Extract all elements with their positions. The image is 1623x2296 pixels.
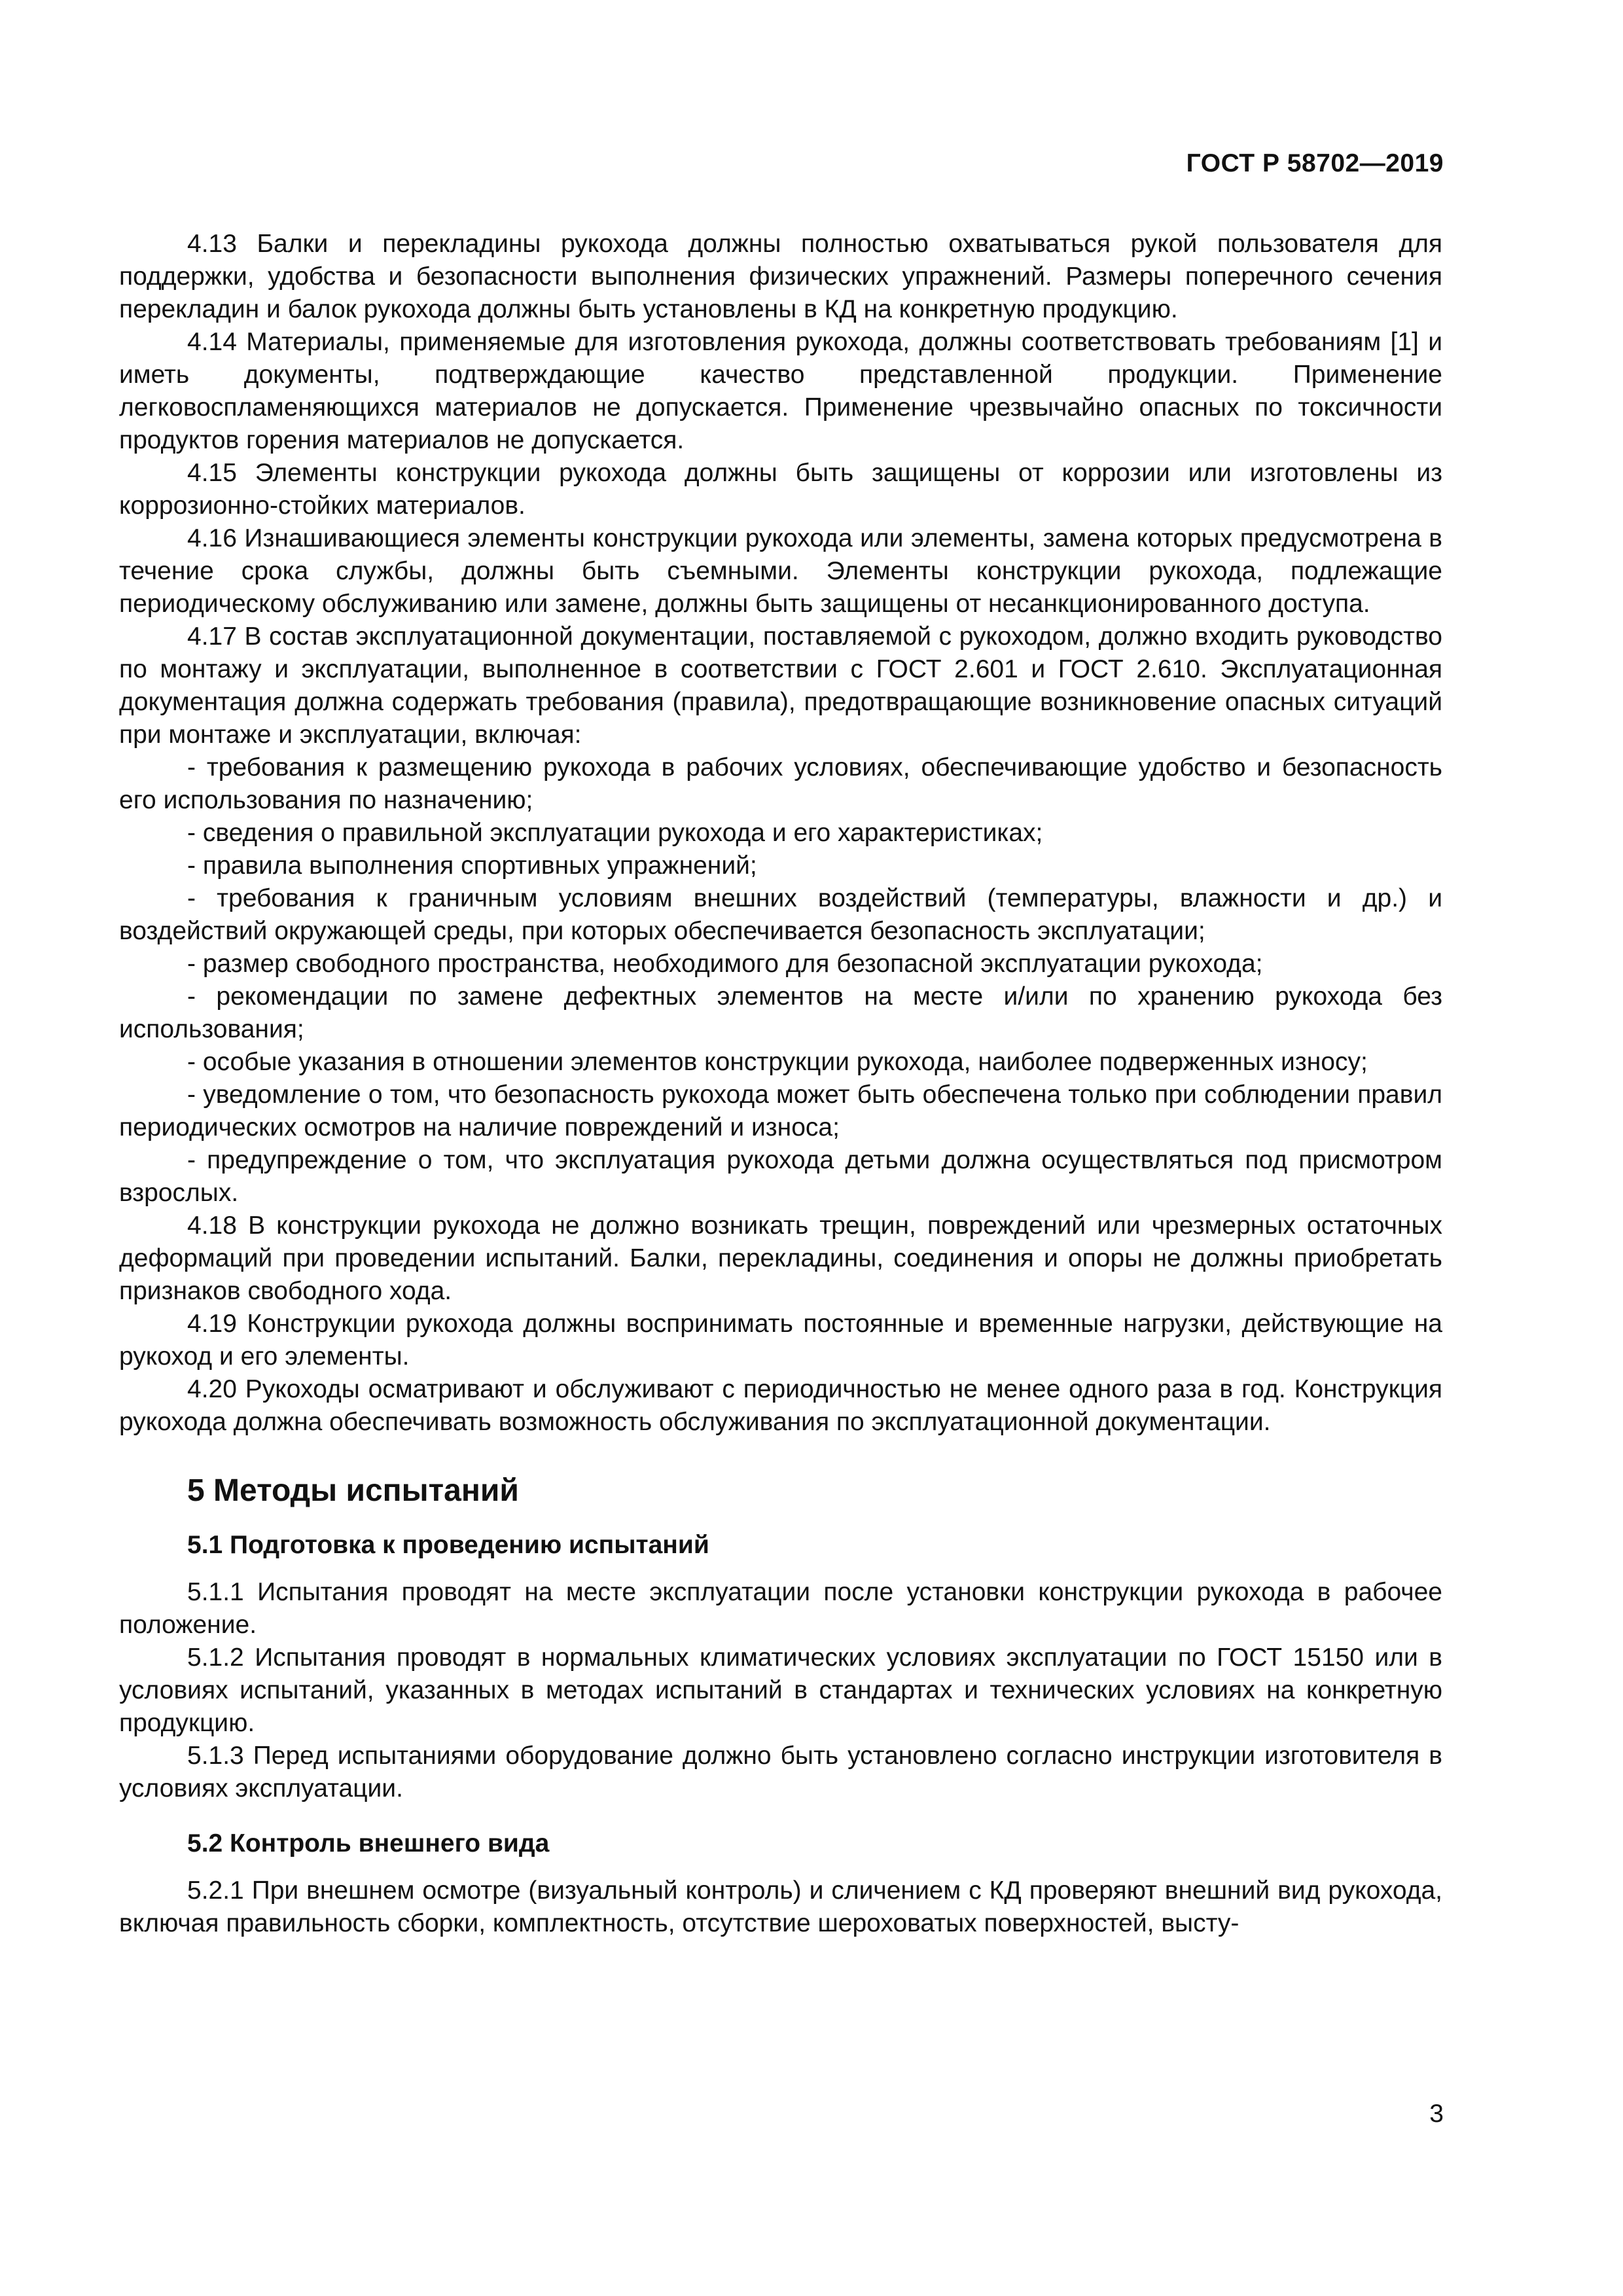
list-item: - особые указания в отношении элементов конструкции рукохода, наиболее подверженных износу; <box>187 1048 1368 1076</box>
clause-4-15: 4.15 Элементы конструкции рукохода должны быть защищены от коррозии или изготовлены из коррозионно-стойких материалов. <box>119 459 1442 520</box>
clause-4-14: 4.14 Материалы, применяемые для изготовления рукохода, должны соответствовать требованиям [1] и иметь документы, подтверждающие качество представленной продукции. Применение легковоспламеняющихся материалов не допускается. Применение чрезвычайно опасных по токсичности продуктов горения материалов не допускается. <box>119 328 1442 454</box>
list-item: - требования к граничным условиям внешних воздействий (температуры, влажности и др.) и воздействий окружающей среды, при которых обеспечивается безопасность эксплуатации; <box>119 884 1442 945</box>
clause-5-1-2: 5.1.2 Испытания проводят в нормальных климатических условиях эксплуатации по ГОСТ 15150 или в условиях испытаний, указанных в методах испытаний в стандартах и технических условиях на конкретную продукцию. <box>119 1643 1442 1737</box>
clause-5-2-1: 5.2.1 При внешнем осмотре (визуальный контроль) и сличением с КД проверяют внешний вид рукохода, включая правильность сборки, комплектность, отсутствие шероховатых поверхностей, высту- <box>119 1876 1442 1937</box>
subsection-heading-5-2: 5.2 Контроль внешнего вида <box>187 1829 550 1857</box>
list-item: - правила выполнения спортивных упражнений; <box>187 852 757 880</box>
clause-4-20: 4.20 Рукоходы осматривают и обслуживают с периодичностью не менее одного раза в год. Конструкция рукохода должна обеспечивать возможность обслуживания по эксплуатационной документации. <box>119 1375 1442 1436</box>
clause-4-19: 4.19 Конструкции рукохода должны воспринимать постоянные и временные нагрузки, действующие на рукоход и его элементы. <box>119 1310 1442 1371</box>
list-item: - предупреждение о том, что эксплуатация рукохода детьми должна осуществляться под присмотром взрослых. <box>119 1146 1442 1207</box>
list-item: - размер свободного пространства, необходимого для безопасной эксплуатации рукохода; <box>187 950 1263 978</box>
clause-4-17: 4.17 В состав эксплуатационной документации, поставляемой с рукоходом, должно входить руководство по монтажу и эксплуатации, выполненное в соответствии с ГОСТ 2.601 и ГОСТ 2.610. Эксплуатационная документация должна содержать требования (правила), предотвращающие возникновение опасных ситуаций при монтаже и эксплуатации, включая: <box>119 622 1442 749</box>
clause-5-1-3: 5.1.3 Перед испытаниями оборудование должно быть установлено согласно инструкции изготовителя в условиях эксплуатации. <box>119 1742 1442 1803</box>
page-number: 3 <box>1429 2100 1444 2128</box>
list-item: - требования к размещению рукохода в рабочих условиях, обеспечивающие удобство и безопасность его использования по назначению; <box>119 753 1442 814</box>
list-item: - сведения о правильной эксплуатации рукохода и его характеристиках; <box>187 819 1043 847</box>
section-heading-5: 5 Методы испытаний <box>187 1473 519 1508</box>
list-item: - рекомендации по замене дефектных элементов на месте и/или по хранению рукохода без использования; <box>119 982 1442 1043</box>
clause-4-16: 4.16 Изнашивающиеся элементы конструкции рукохода или элементы, замена которых предусмотрена в течение срока службы, должны быть съемными. Элементы конструкции рукохода, подлежащие периодическому обслуживанию или замене, должны быть защищены от несанкционированного доступа. <box>119 524 1442 618</box>
clause-4-18: 4.18 В конструкции рукохода не должно возникать трещин, повреждений или чрезмерных остаточных деформаций при проведении испытаний. Балки, перекладины, соединения и опоры не должны приобретать признаков свободного хода. <box>119 1211 1442 1305</box>
clause-4-13: 4.13 Балки и перекладины рукохода должны полностью охватываться рукой пользователя для поддержки, удобства и безопасности выполнения физических упражнений. Размеры поперечного сечения перекладин и балок рукохода должны быть установлены в КД на конкретную продукцию. <box>119 230 1442 323</box>
list-item: - уведомление о том, что безопасность рукохода может быть обеспечена только при соблюдении правил периодических осмотров на наличие повреждений и износа; <box>119 1081 1442 1141</box>
clause-5-1-1: 5.1.1 Испытания проводят на месте эксплуатации после установки конструкции рукохода в рабочее положение. <box>119 1578 1442 1639</box>
subsection-heading-5-1: 5.1 Подготовка к проведению испытаний <box>187 1531 709 1559</box>
document-header: ГОСТ Р 58702—2019 <box>1186 149 1444 177</box>
document-body <box>119 228 1442 1940</box>
